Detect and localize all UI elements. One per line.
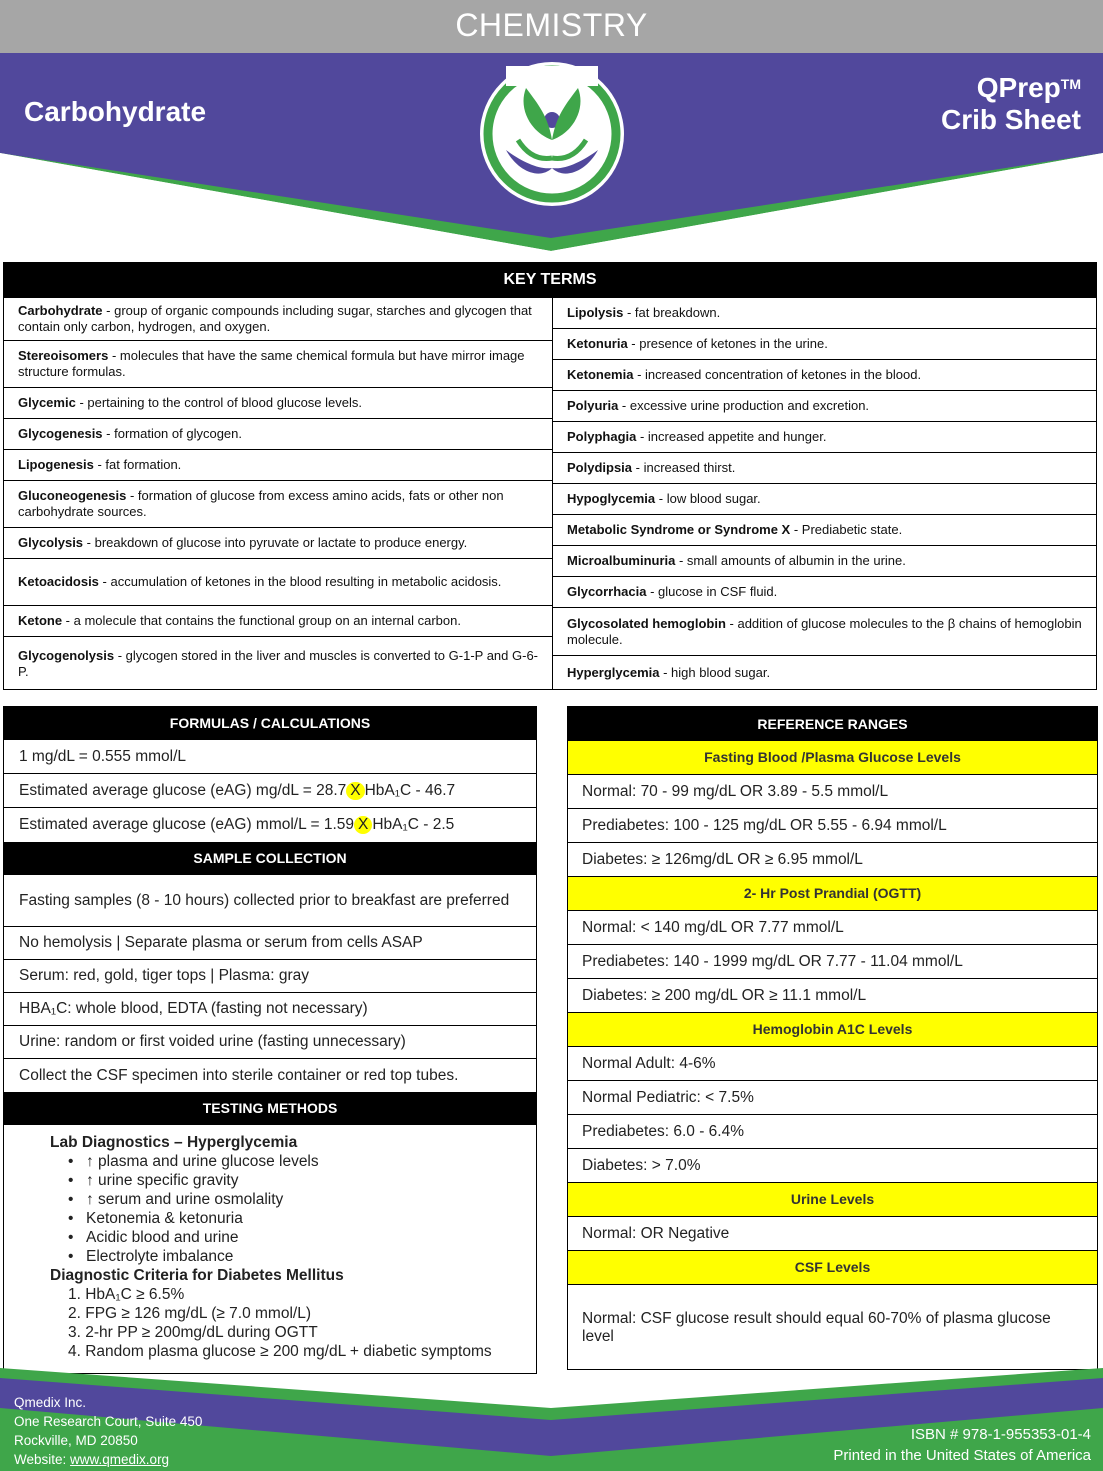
term-row: Glycosolated hemoglobin - addition of glucose molecules to the β chains of hemoglobin molecule. [553, 608, 1097, 656]
range-row: Diabetes: > 7.0% [568, 1149, 1097, 1183]
term-row: Metabolic Syndrome or Syndrome X - Prediabetic state. [553, 515, 1097, 546]
footer-contact [14, 1393, 202, 1469]
list-item: 1. HbA₁C ≥ 6.5% [68, 1286, 185, 1303]
section-heading-urine: Urine Levels [568, 1183, 1097, 1217]
formula-row: Estimated average glucose (eAG) mg/dL = 28.7 X HbA₁C - 46.7 [4, 774, 536, 808]
range-row: Prediabetes: 140 - 1999 mg/dL OR 7.77 - 11.04 mmol/L [568, 945, 1097, 979]
list-item: 3. 2-hr PP ≥ 200mg/dL during OGTT [68, 1324, 318, 1341]
key-terms-table [3, 262, 1097, 690]
range-row: Normal Pediatric: < 7.5% [568, 1081, 1097, 1115]
key-terms-heading: KEY TERMS [4, 263, 1096, 298]
range-row: Normal: < 140 mg/dL OR 7.77 mmol/L [568, 911, 1097, 945]
range-row: Normal: OR Negative [568, 1217, 1097, 1251]
range-row: Diabetes: ≥ 126mg/dL OR ≥ 6.95 mmol/L [568, 843, 1097, 877]
term-row: Glycorrhacia - glucose in CSF fluid. [553, 577, 1097, 608]
lab-diagnostics-list [50, 1152, 536, 1266]
sample-row: Urine: random or first voided urine (fasting unnecessary) [4, 1026, 536, 1059]
diagnostic-criteria-title: Diagnostic Criteria for Diabetes Mellitus [50, 1267, 344, 1284]
qmedix-logo [478, 60, 626, 208]
testing-methods-heading: TESTING METHODS [4, 1092, 536, 1125]
section-heading-ogtt: 2- Hr Post Prandial (OGTT) [568, 877, 1097, 911]
brand-subtitle: Crib Sheet [940, 104, 1081, 135]
list-item: 2. FPG ≥ 126 mg/dL (≥ 7.0 mmol/L) [68, 1305, 311, 1322]
testing-methods-body [4, 1125, 536, 1361]
website-link[interactable]: www.qmedix.org [70, 1452, 170, 1467]
list-item: • Electrolyte imbalance [68, 1247, 536, 1266]
sample-collection-heading: SAMPLE COLLECTION [4, 842, 536, 875]
range-row: Normal: CSF glucose result should equal 60-70% of plasma glucose level [582, 1309, 1051, 1345]
range-row: Normal: 70 - 99 mg/dL OR 3.89 - 5.5 mmol/L [568, 775, 1097, 809]
formula-row: 1 mg/dL = 0.555 mmol/L [4, 740, 536, 774]
brand-name: QPrep [976, 72, 1061, 103]
section-heading-fasting: Fasting Blood /Plasma Glucose Levels [568, 741, 1097, 775]
term-row: Glycolysis - breakdown of glucose into pyruvate or lactate to produce energy. [4, 528, 552, 559]
term-row: Polyuria - excessive urine production and excretion. [553, 391, 1097, 422]
subject-banner [0, 0, 1103, 53]
multiply-sign: X [354, 816, 372, 834]
reference-ranges-heading: REFERENCE RANGES [568, 707, 1097, 741]
term-row: Gluconeogenesis - formation of glucose from excess amino acids, fats or other non carbohydrate sources. [4, 481, 552, 528]
subject-title: CHEMISTRY [455, 7, 648, 43]
term-row: Stereoisomers - molecules that have the same chemical formula but have mirror image structure formulas. [4, 341, 552, 388]
page-title: Carbohydrate [24, 96, 207, 127]
sample-row: Collect the CSF specimen into sterile container or red top tubes. [19, 1066, 459, 1084]
list-item: • ↑ serum and urine osmolality [68, 1190, 536, 1209]
term-row: Polydipsia - increased thirst. [553, 453, 1097, 484]
term-row: Ketonemia - increased concentration of ketones in the blood. [553, 360, 1097, 391]
list-item: • Acidic blood and urine [68, 1228, 536, 1247]
brand-title [941, 72, 1081, 136]
reference-ranges-table [567, 706, 1098, 1370]
term-row: Glycogenesis - formation of glycogen. [4, 419, 552, 450]
range-row: Prediabetes: 6.0 - 6.4% [568, 1115, 1097, 1149]
formulas-heading: FORMULAS / CALCULATIONS [4, 707, 536, 740]
term-row: Glycogenolysis - glycogen stored in the liver and muscles is converted to G-1-P and G-6-P. [18, 647, 538, 679]
footer-publication-info [833, 1424, 1091, 1466]
range-row: Prediabetes: 100 - 125 mg/dL OR 5.55 - 6.94 mmol/L [568, 809, 1097, 843]
formula-row: Estimated average glucose (eAG) mmol/L = 1.59 X HbA₁C - 2.5 [19, 816, 455, 833]
term-row: Glycemic - pertaining to the control of blood glucose levels. [4, 388, 552, 419]
address-line-2: Rockville, MD 20850 [14, 1433, 138, 1448]
sample-row: Fasting samples (8 - 10 hours) collected prior to breakfast are preferred [4, 875, 536, 927]
sample-row: No hemolysis | Separate plasma or serum from cells ASAP [4, 927, 536, 960]
term-row: Microalbuminuria - small amounts of albumin in the urine. [553, 546, 1097, 577]
key-terms-left-column [4, 298, 553, 690]
diagnostic-criteria-list [50, 1285, 536, 1361]
key-terms-right-column [553, 298, 1097, 690]
term-row: Ketonuria - presence of ketones in the urine. [553, 329, 1097, 360]
term-row: Carbohydrate - group of organic compounds including sugar, starches and glycogen that contain only carbon, hydrogen, and oxygen. [4, 298, 552, 341]
term-row: Hypoglycemia - low blood sugar. [553, 484, 1097, 515]
term-row: Ketoacidosis - accumulation of ketones in the blood resulting in metabolic acidosis. [4, 559, 552, 606]
sample-row: HBA₁C: whole blood, EDTA (fasting not necessary) [4, 993, 536, 1026]
term-row: Lipolysis - fat breakdown. [553, 298, 1097, 329]
trademark: TM [1060, 76, 1081, 92]
website-line: Website: www.qmedix.org [14, 1452, 170, 1467]
address-line-1: One Research Court, Suite 450 [14, 1414, 203, 1429]
term-row: Lipogenesis - fat formation. [4, 450, 552, 481]
printed-in: Printed in the United States of America [833, 1447, 1091, 1464]
term-row: Ketone - a molecule that contains the functional group on an internal carbon. [4, 606, 552, 637]
left-column [3, 706, 537, 1374]
section-heading-a1c: Hemoglobin A1C Levels [568, 1013, 1097, 1047]
multiply-sign: X [346, 782, 364, 800]
term-row: Hyperglycemia - high blood sugar. [567, 665, 771, 680]
range-row: Normal Adult: 4-6% [568, 1047, 1097, 1081]
isbn: ISBN # 978-1-955353-01-4 [910, 1426, 1091, 1443]
list-item: • ↑ urine specific gravity [68, 1171, 536, 1190]
range-row: Diabetes: ≥ 200 mg/dL OR ≥ 11.1 mmol/L [568, 979, 1097, 1013]
list-item: • Ketonemia & ketonuria [68, 1209, 536, 1228]
term-row: Polyphagia - increased appetite and hunger. [553, 422, 1097, 453]
list-item: 4. Random plasma glucose ≥ 200 mg/dL + diabetic symptoms [68, 1343, 492, 1360]
sample-row: Serum: red, gold, tiger tops | Plasma: gray [4, 960, 536, 993]
list-item: • ↑ plasma and urine glucose levels [68, 1152, 536, 1171]
section-heading-csf: CSF Levels [568, 1251, 1097, 1285]
lab-diagnostics-title: Lab Diagnostics – Hyperglycemia [50, 1134, 298, 1151]
company-name: Qmedix Inc. [14, 1395, 87, 1410]
